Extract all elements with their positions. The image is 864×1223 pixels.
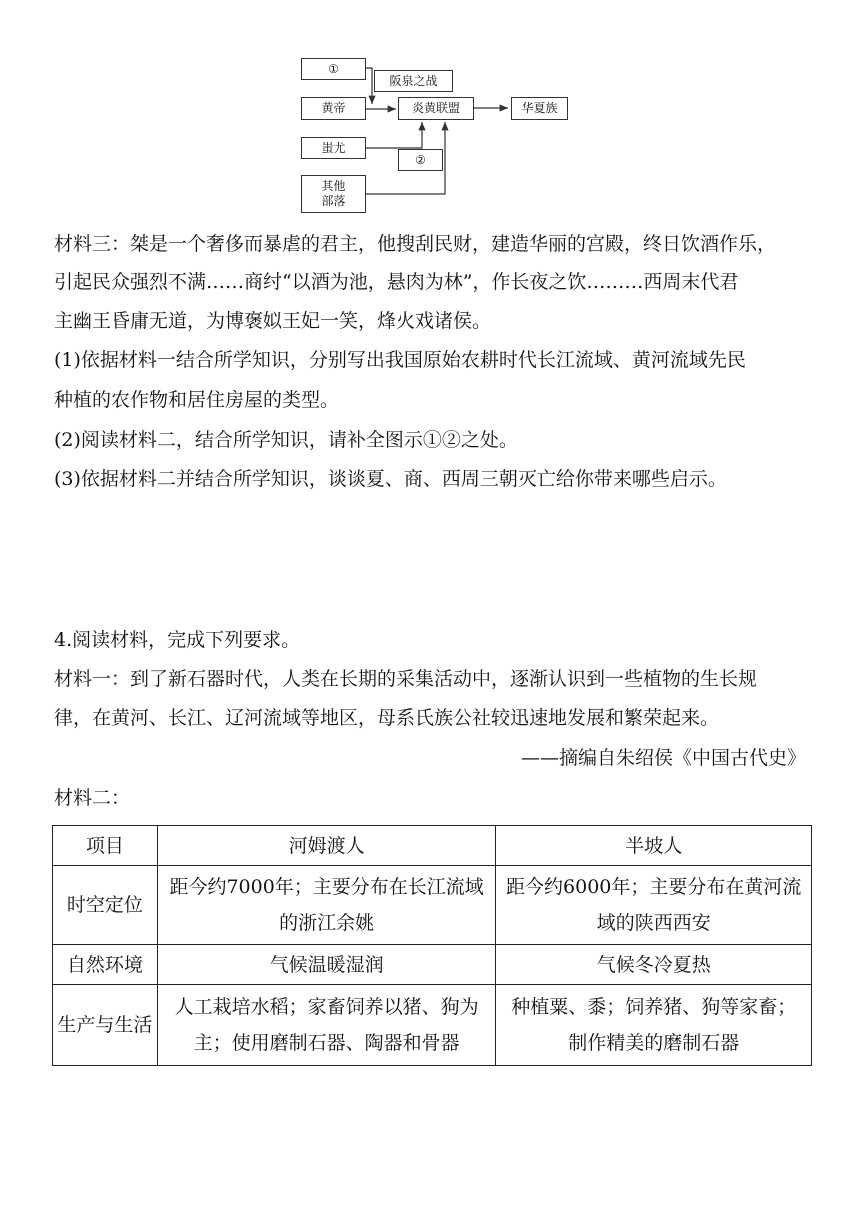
question-1-line-2: 种植的农作物和居住房屋的类型。 xyxy=(54,389,340,411)
table-cell-line: 的浙江余姚 xyxy=(279,912,375,934)
table-cell-line: 主；使用磨制石器、陶器和骨器 xyxy=(193,1032,460,1054)
table-cell: 气候温暖湿润 xyxy=(157,945,496,985)
diagram-box-huaxia: 华夏族 xyxy=(511,97,568,120)
table-row-label: 时空定位 xyxy=(53,866,158,945)
table-cell-line: 距今约6000年；主要分布在黄河流 xyxy=(506,876,802,898)
diagram-box-1: ① xyxy=(301,58,366,80)
material-3-line-1: 材料三：桀是一个奢侈而暴虐的君主，他搜刮民财，建造华丽的宫殿，终日饮酒作乐， xyxy=(54,233,777,255)
diagram-box-huangdi: 黄帝 xyxy=(301,97,366,120)
table-cell xyxy=(496,985,812,1066)
material-3-line-3: 主幽王昏庸无道，为博褒姒王妃一笑，烽火戏诸侯。 xyxy=(54,310,492,332)
table-cell xyxy=(157,985,496,1066)
table-cell xyxy=(496,866,812,945)
table-row xyxy=(53,866,812,945)
question-2: (2)阅读材料二，结合所学知识，请补全图示①②之处。 xyxy=(54,429,518,451)
table-cell-line: 人工栽培水稻；家畜饲养以猪、狗为 xyxy=(174,996,479,1018)
diagram-box-alliance: 炎黄联盟 xyxy=(398,97,474,120)
diagram-box-battle: 阪泉之战 xyxy=(374,70,453,92)
table-row xyxy=(53,945,812,985)
table-header-cell: 河姆渡人 xyxy=(157,826,496,866)
problem-4-source: ——摘编自朱绍侯《中国古代史》 xyxy=(520,747,806,769)
table-row-label: 自然环境 xyxy=(53,945,158,985)
table-row-label: 生产与生活 xyxy=(53,985,158,1066)
table-cell-line: 种植粟、黍；饲养猪、狗等家畜； xyxy=(511,996,797,1018)
diagram-box-other-line1: 其他 xyxy=(321,179,346,193)
comparison-table xyxy=(52,825,812,1066)
problem-4-material-1-line-2: 律，在黄河、长江、辽河流域等地区，母系氏族公社较迅速地发展和繁荣起来。 xyxy=(54,707,720,729)
problem-4-material-2-label: 材料二： xyxy=(54,787,131,809)
diagram-box-other-line2: 部落 xyxy=(321,194,346,208)
table-row xyxy=(53,985,812,1066)
problem-4-material-1-line-1: 材料一：到了新石器时代，人类在长期的采集活动中，逐渐认识到一些植物的生长规 xyxy=(54,668,758,690)
diagram-box-chiyou: 蚩尤 xyxy=(301,137,366,159)
material-3-line-2: 引起民众强烈不满……商纣“以酒为池，悬肉为林”，作长夜之饮………西周末代君 xyxy=(54,271,739,293)
problem-4-title: 4.阅读材料，完成下列要求。 xyxy=(54,629,301,651)
diagram-box-2: ② xyxy=(398,149,443,171)
table-cell-line: 制作精美的磨制石器 xyxy=(568,1032,740,1054)
table-cell xyxy=(157,866,496,945)
table-cell-line: 域的陕西西安 xyxy=(596,912,711,934)
table-cell-line: 距今约7000年；主要分布在长江流域 xyxy=(169,876,484,898)
question-3: (3)依据材料二并结合所学知识，谈谈夏、商、西周三朝灭亡给你带来哪些启示。 xyxy=(54,468,727,490)
diagram-box-other-tribes xyxy=(301,175,366,213)
table-cell: 气候冬冷夏热 xyxy=(496,945,812,985)
table-header-cell: 项目 xyxy=(53,826,158,866)
question-1-line-1: (1)依据材料一结合所学知识，分别写出我国原始农耕时代长江流域、黄河流域先民 xyxy=(54,349,746,371)
table-header-cell: 半坡人 xyxy=(496,826,812,866)
table-header-row xyxy=(53,826,812,866)
